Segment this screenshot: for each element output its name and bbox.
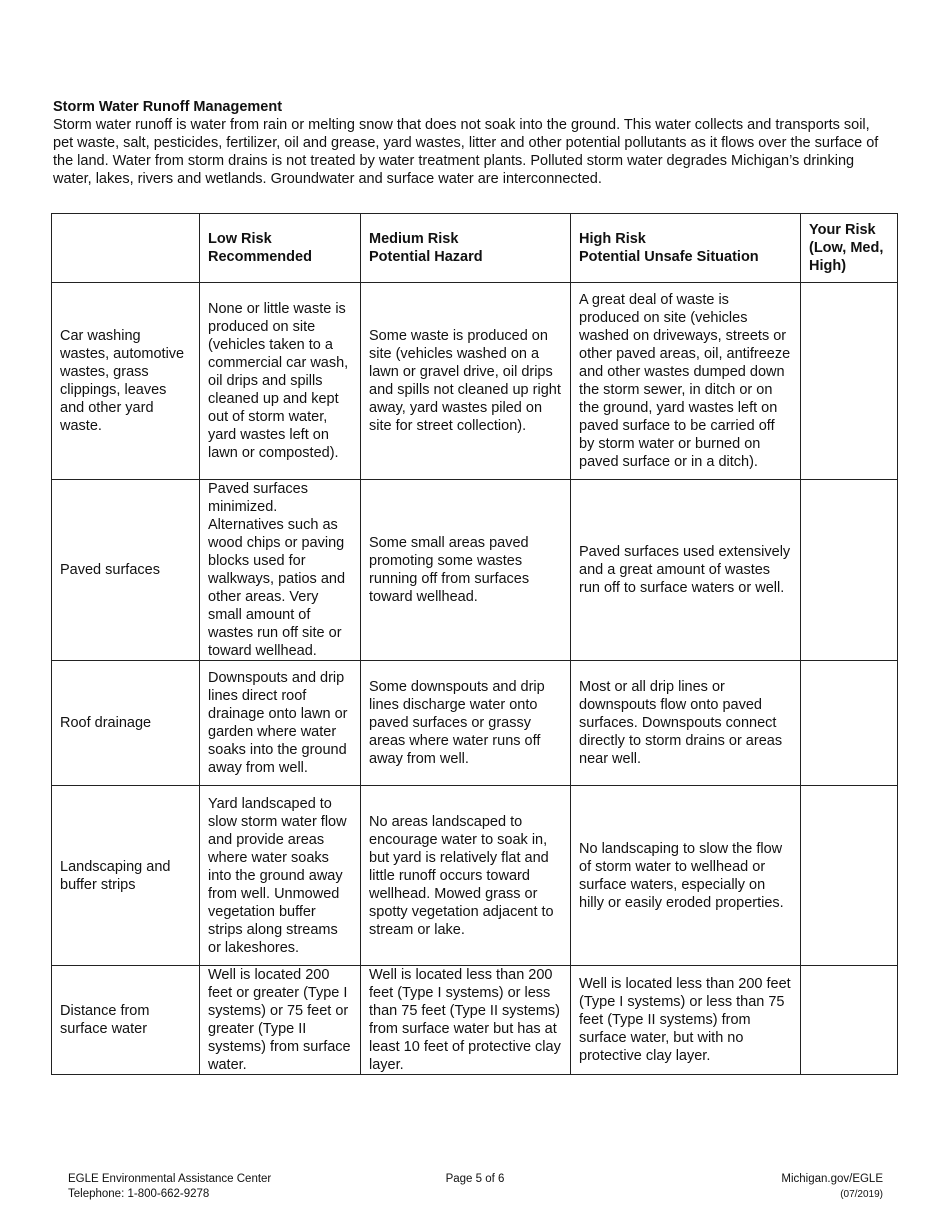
footer-page-number: Page 5 of 6 xyxy=(445,1173,505,1185)
low-risk-cell: Well is located 200 feet or greater (Type I systems) or 75 feet or greater (Type II systems) from surface water. xyxy=(200,966,361,1075)
table-row xyxy=(52,480,898,661)
header-your-risk-line-1: Your Risk xyxy=(809,222,876,238)
topic-cell: Paved surfaces xyxy=(52,480,200,661)
medium-risk-cell: Some downspouts and drip lines discharge water onto paved surfaces or grassy areas where water runs off away from well. xyxy=(361,661,571,786)
footer-site[interactable]: Michigan.gov/EGLE xyxy=(781,1173,883,1185)
medium-risk-cell: Well is located less than 200 feet (Type I systems) or less than 75 feet (Type II systems) from surface water but has at least 10 feet of protective clay layer. xyxy=(361,966,571,1075)
topic-cell: Distance from surface water xyxy=(52,966,200,1075)
your-risk-cell[interactable] xyxy=(801,786,898,966)
footer-phone: Telephone: 1-800-662-9278 xyxy=(68,1188,210,1200)
header-medium-risk xyxy=(361,214,571,283)
your-risk-cell[interactable] xyxy=(801,283,898,480)
header-topic-cell xyxy=(52,214,200,283)
topic-cell: Car washing wastes, automotive wastes, grass clippings, leaves and other yard waste. xyxy=(52,283,200,480)
low-risk-cell: None or little waste is produced on site (vehicles taken to a commercial car wash, oil drips and spills cleaned up and kept out of storm water, yard wastes left on lawn or composted). xyxy=(200,283,361,480)
header-high-risk-subtitle: Potential Unsafe Situation xyxy=(579,249,759,265)
footer-website xyxy=(781,1172,883,1202)
table-row xyxy=(52,283,898,480)
header-your-risk xyxy=(801,214,898,283)
header-high-risk xyxy=(571,214,801,283)
header-low-risk xyxy=(200,214,361,283)
your-risk-cell[interactable] xyxy=(801,966,898,1075)
header-low-risk-title: Low Risk xyxy=(208,231,272,247)
high-risk-cell: No landscaping to slow the flow of storm water to wellhead or surface waters, especially on hilly or easily eroded properties. xyxy=(571,786,801,966)
medium-risk-cell: Some waste is produced on site (vehicles washed on a lawn or gravel drive, oil drips and spills not cleaned up right away, yard wastes piled on site for street collection). xyxy=(361,283,571,480)
section-intro: Storm water runoff is water from rain or melting snow that does not soak into the ground. This water collects and transports soil, pet waste, salt, pesticides, fertilizer, oil and grease, yard wastes, litter and other potential pollutants as it flows over the surface of the land. Water from storm drains is not treated by water treatment plants. Polluted storm water degrades Michigan’s drinking water, lakes, rivers and wetlands. Groundwater and surface water are interconnected. xyxy=(53,117,879,187)
table-row xyxy=(52,786,898,966)
medium-risk-cell: No areas landscaped to encourage water to soak in, but yard is relatively flat and little runoff occurs toward wellhead. Mowed grass or spotty vegetation adjacent to stream or lake. xyxy=(361,786,571,966)
topic-cell: Roof drainage xyxy=(52,661,200,786)
table-header-row xyxy=(52,214,898,283)
high-risk-cell: Well is located less than 200 feet (Type I systems) or less than 75 feet (Type II systems) from surface water, but with no protective clay layer. xyxy=(571,966,801,1075)
low-risk-cell: Yard landscaped to slow storm water flow and provide areas where water soaks into the ground away from well. Unmowed vegetation buffer strips along streams or lakeshores. xyxy=(200,786,361,966)
header-your-risk-line-2: (Low, Med, xyxy=(809,240,884,256)
section-title: Storm Water Runoff Management xyxy=(53,99,283,115)
low-risk-cell: Downspouts and drip lines direct roof drainage onto lawn or garden where water soaks into the ground away from well. xyxy=(200,661,361,786)
high-risk-cell: A great deal of waste is produced on site (vehicles washed on driveways, streets or other paved areas, oil, antifreeze and other wastes dumped down the storm sewer, in ditch or on the ground, yard wastes left on paved surface to be carried off by storm water or burned on paved surface or in a ditch). xyxy=(571,283,801,480)
high-risk-cell: Paved surfaces used extensively and a great amount of wastes run off to surface waters or well. xyxy=(571,480,801,661)
header-high-risk-title: High Risk xyxy=(579,231,646,247)
header-medium-risk-title: Medium Risk xyxy=(369,231,459,247)
table-row xyxy=(52,966,898,1075)
high-risk-cell: Most or all drip lines or downspouts flow onto paved surfaces. Downspouts connect directly to storm drains or areas near well. xyxy=(571,661,801,786)
header-your-risk-line-3: High) xyxy=(809,258,847,274)
your-risk-cell[interactable] xyxy=(801,480,898,661)
header-low-risk-subtitle: Recommended xyxy=(208,249,312,265)
medium-risk-cell: Some small areas paved promoting some wastes running off from surfaces toward wellhead. xyxy=(361,480,571,661)
risk-assessment-table xyxy=(51,213,898,1075)
footer-date: (07/2019) xyxy=(840,1189,883,1200)
table-row xyxy=(52,661,898,786)
low-risk-cell: Paved surfaces minimized. Alternatives such as wood chips or paving blocks used for walkways, patios and other areas. Very small amount of wastes run off site or toward wellhead. xyxy=(200,480,361,661)
footer-org: EGLE Environmental Assistance Center xyxy=(68,1173,272,1185)
header-medium-risk-subtitle: Potential Hazard xyxy=(369,249,483,265)
your-risk-cell[interactable] xyxy=(801,661,898,786)
topic-cell: Landscaping and buffer strips xyxy=(52,786,200,966)
